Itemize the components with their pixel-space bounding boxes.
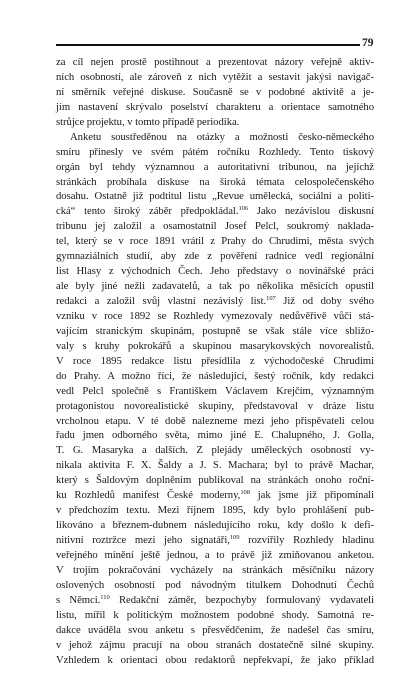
text-line-segment: ale byly jiné nežli zadavatelů, a tak po několika měsících opustil xyxy=(56,280,374,293)
text-line-segment: který s Šaldovým doplněním publikoval na stránkách onoho roční- xyxy=(56,474,374,487)
text-line-segment: cká“ tento široký záběr předpokládal. xyxy=(56,205,239,218)
text-line-segment: jak jsme již připomínali xyxy=(249,489,374,502)
footnote-marker: 108 xyxy=(240,489,250,497)
text-line xyxy=(56,309,374,324)
text-line xyxy=(56,548,374,563)
page-number: 79 xyxy=(362,37,374,49)
text-line xyxy=(56,204,374,219)
text-line xyxy=(56,653,374,668)
text-line xyxy=(56,249,374,264)
text-line xyxy=(56,219,374,234)
text-line-segment: dosahu. Ostatně již podtitul listu „Revue umělecká, sociální a politi- xyxy=(56,190,374,203)
text-line xyxy=(56,414,374,429)
text-line-segment: vrcholnou etapu. V té době nalezneme mezi jeho přispěvateli celou xyxy=(56,414,374,427)
text-line xyxy=(56,115,374,130)
text-line-segment: Jako nezávislou diskusní xyxy=(248,205,374,218)
text-line-segment: v jehož zájmu pracují na obou stranách dostatečně silné skupiny. xyxy=(56,638,374,651)
text-line-segment: likováno a březnem-dubnem následujícího roku, kdy došlo k defi- xyxy=(56,519,374,532)
text-line-segment: s Němci. xyxy=(56,593,101,606)
text-line xyxy=(56,145,374,160)
text-line xyxy=(56,533,374,548)
text-line-segment: tribunu jej založil a osamostatnil Josef Pelcl, soukromý naklada- xyxy=(56,220,374,233)
text-line-segment: za cíl nejen prostě postihnout a prezentovat názory veřejně aktiv- xyxy=(56,56,374,68)
text-line xyxy=(56,70,374,85)
text-line-segment: Redakční záměr, bezpochyby formulovaný vydavateli xyxy=(109,593,374,606)
text-line-segment: jím nastavení skrývalo poselství charakteru a orientace samotného xyxy=(56,100,374,113)
footnote-marker: 107 xyxy=(266,295,276,302)
text-line xyxy=(56,384,374,399)
text-line xyxy=(56,175,374,190)
text-line-segment: rozvířily Rozhledy hladinu xyxy=(239,534,374,546)
body-text xyxy=(56,55,374,667)
text-line xyxy=(56,428,374,443)
text-line-segment: vzniku v roce 1892 se Rozhledy vymezovaly nedůvěřivě vůči stá- xyxy=(56,309,374,322)
text-line xyxy=(56,563,374,578)
text-line-segment: dakce uváděla svou anketu s přesvědčením, že nadešel čas smíru, xyxy=(56,623,374,636)
header-rule xyxy=(56,44,360,46)
text-line-segment: gymnaziálních studií, aby zde z pověření radnice vedl regionální xyxy=(56,250,374,263)
text-line-segment: vajícím stranickým skupinám, postupně se však stále více sbližo- xyxy=(56,324,374,337)
text-line xyxy=(56,55,374,70)
text-line-segment: řadu jmen odborného světa, mimo jiné E. Chalupného, J. Golla, xyxy=(56,429,374,442)
text-line-segment: V trojím pokračování vycházely na stránkách měsíčníku názory xyxy=(56,563,374,576)
text-line xyxy=(56,100,374,115)
text-line-segment: nitivní roztržce mezi jeho signatáři, xyxy=(56,534,230,546)
footnote-marker: 109 xyxy=(229,534,240,541)
text-line-segment: Anketu soustředěnou na otázky a možnosti česko-německého xyxy=(70,130,374,143)
text-line xyxy=(56,339,374,354)
text-line xyxy=(56,234,374,249)
text-line xyxy=(56,638,374,653)
text-line xyxy=(56,294,374,309)
text-line xyxy=(56,608,374,623)
text-line xyxy=(56,85,374,100)
text-line-segment: smíru přinesly ve svém pátém ročníku Rozhledy. Tento tiskový xyxy=(56,145,374,158)
text-line-segment: V roce 1895 redakce listu přesídlila z východočeské Chrudimi xyxy=(56,354,374,367)
text-line-segment: Již od doby svého xyxy=(275,295,374,307)
text-line-segment: vedl Pelcl společně s Františkem Václavem Krejčím, významným xyxy=(56,384,374,397)
text-line xyxy=(56,130,374,145)
text-line-segment: valy s kruhy pokrokářů a skupinou masarykovských novorealistů. xyxy=(56,339,374,352)
text-line-segment: list Hlasy z východních Čech. Jeho představy o novinářské práci xyxy=(56,265,374,278)
text-line-segment: listu, mířil k politickým možnostem podobné shody. Samotná re- xyxy=(56,608,374,621)
text-line xyxy=(56,264,374,279)
text-line xyxy=(56,488,374,503)
text-line-segment: do Prahy. A možno říci, že následující, šestý ročník, kdy redakci xyxy=(56,369,374,382)
text-line-segment: ních osobností, ale zároveň z nich vytěžit a sestavit jakýsi navigač- xyxy=(56,70,374,83)
text-line xyxy=(56,443,374,458)
text-line-segment: oslovených osobností pod návodným titulkem Dohodnutí Čechů xyxy=(56,578,374,591)
text-line-segment: ní směrník veřejné diskuse. Současně se v podobné aktivitě a je- xyxy=(56,85,374,98)
text-line-segment: T. G. Masaryka a dalších. Z plejády uměleckých osobností vy- xyxy=(56,444,374,457)
text-line xyxy=(56,458,374,473)
text-line xyxy=(56,324,374,339)
text-line xyxy=(56,623,374,638)
text-line xyxy=(56,279,374,294)
text-line-segment: tel, který se v roce 1891 vrátil z Prahy do Chrudimi, města svých xyxy=(56,235,374,248)
text-line xyxy=(56,369,374,384)
text-line-segment: stránkách probíhala diskuse na široká témata celospolečenského xyxy=(56,175,374,188)
footnote-marker: 106 xyxy=(238,205,249,213)
text-line xyxy=(56,518,374,533)
text-line-segment: ku Rozhledů manifest České moderny, xyxy=(56,489,241,502)
text-line-segment: v předchozím textu. Mezi říjnem 1895, kdy bylo prohlášení pub- xyxy=(56,504,374,517)
text-line xyxy=(56,578,374,593)
text-line-segment: Vzhledem k orientaci obou redaktorů nepřekvapí, že jako příklad xyxy=(56,653,374,666)
text-line-segment: strůjce projektu, v tomto případě periodika. xyxy=(56,115,240,128)
text-line-segment: nikala aktivita F. X. Šaldy a J. S. Machara; byl to právě Machar, xyxy=(56,459,374,472)
text-line xyxy=(56,503,374,518)
footnote-marker: 110 xyxy=(100,593,110,601)
text-line xyxy=(56,189,374,204)
text-line xyxy=(56,160,374,175)
text-line-segment: protagonistou novorealistické skupiny, představoval v dráze listu xyxy=(56,399,374,412)
text-line xyxy=(56,399,374,414)
text-line-segment: veřejného mínění ještě jednou, a to právě již zmiňovanou anketou. xyxy=(56,548,374,561)
text-line xyxy=(56,354,374,369)
text-line-segment: redakci a založil svůj vlastní nezávislý list. xyxy=(56,295,267,307)
text-line xyxy=(56,593,374,608)
text-line-segment: orgán byl tehdy významnou a autoritativní tribunou, na jejíchž xyxy=(56,160,374,173)
text-line xyxy=(56,473,374,488)
